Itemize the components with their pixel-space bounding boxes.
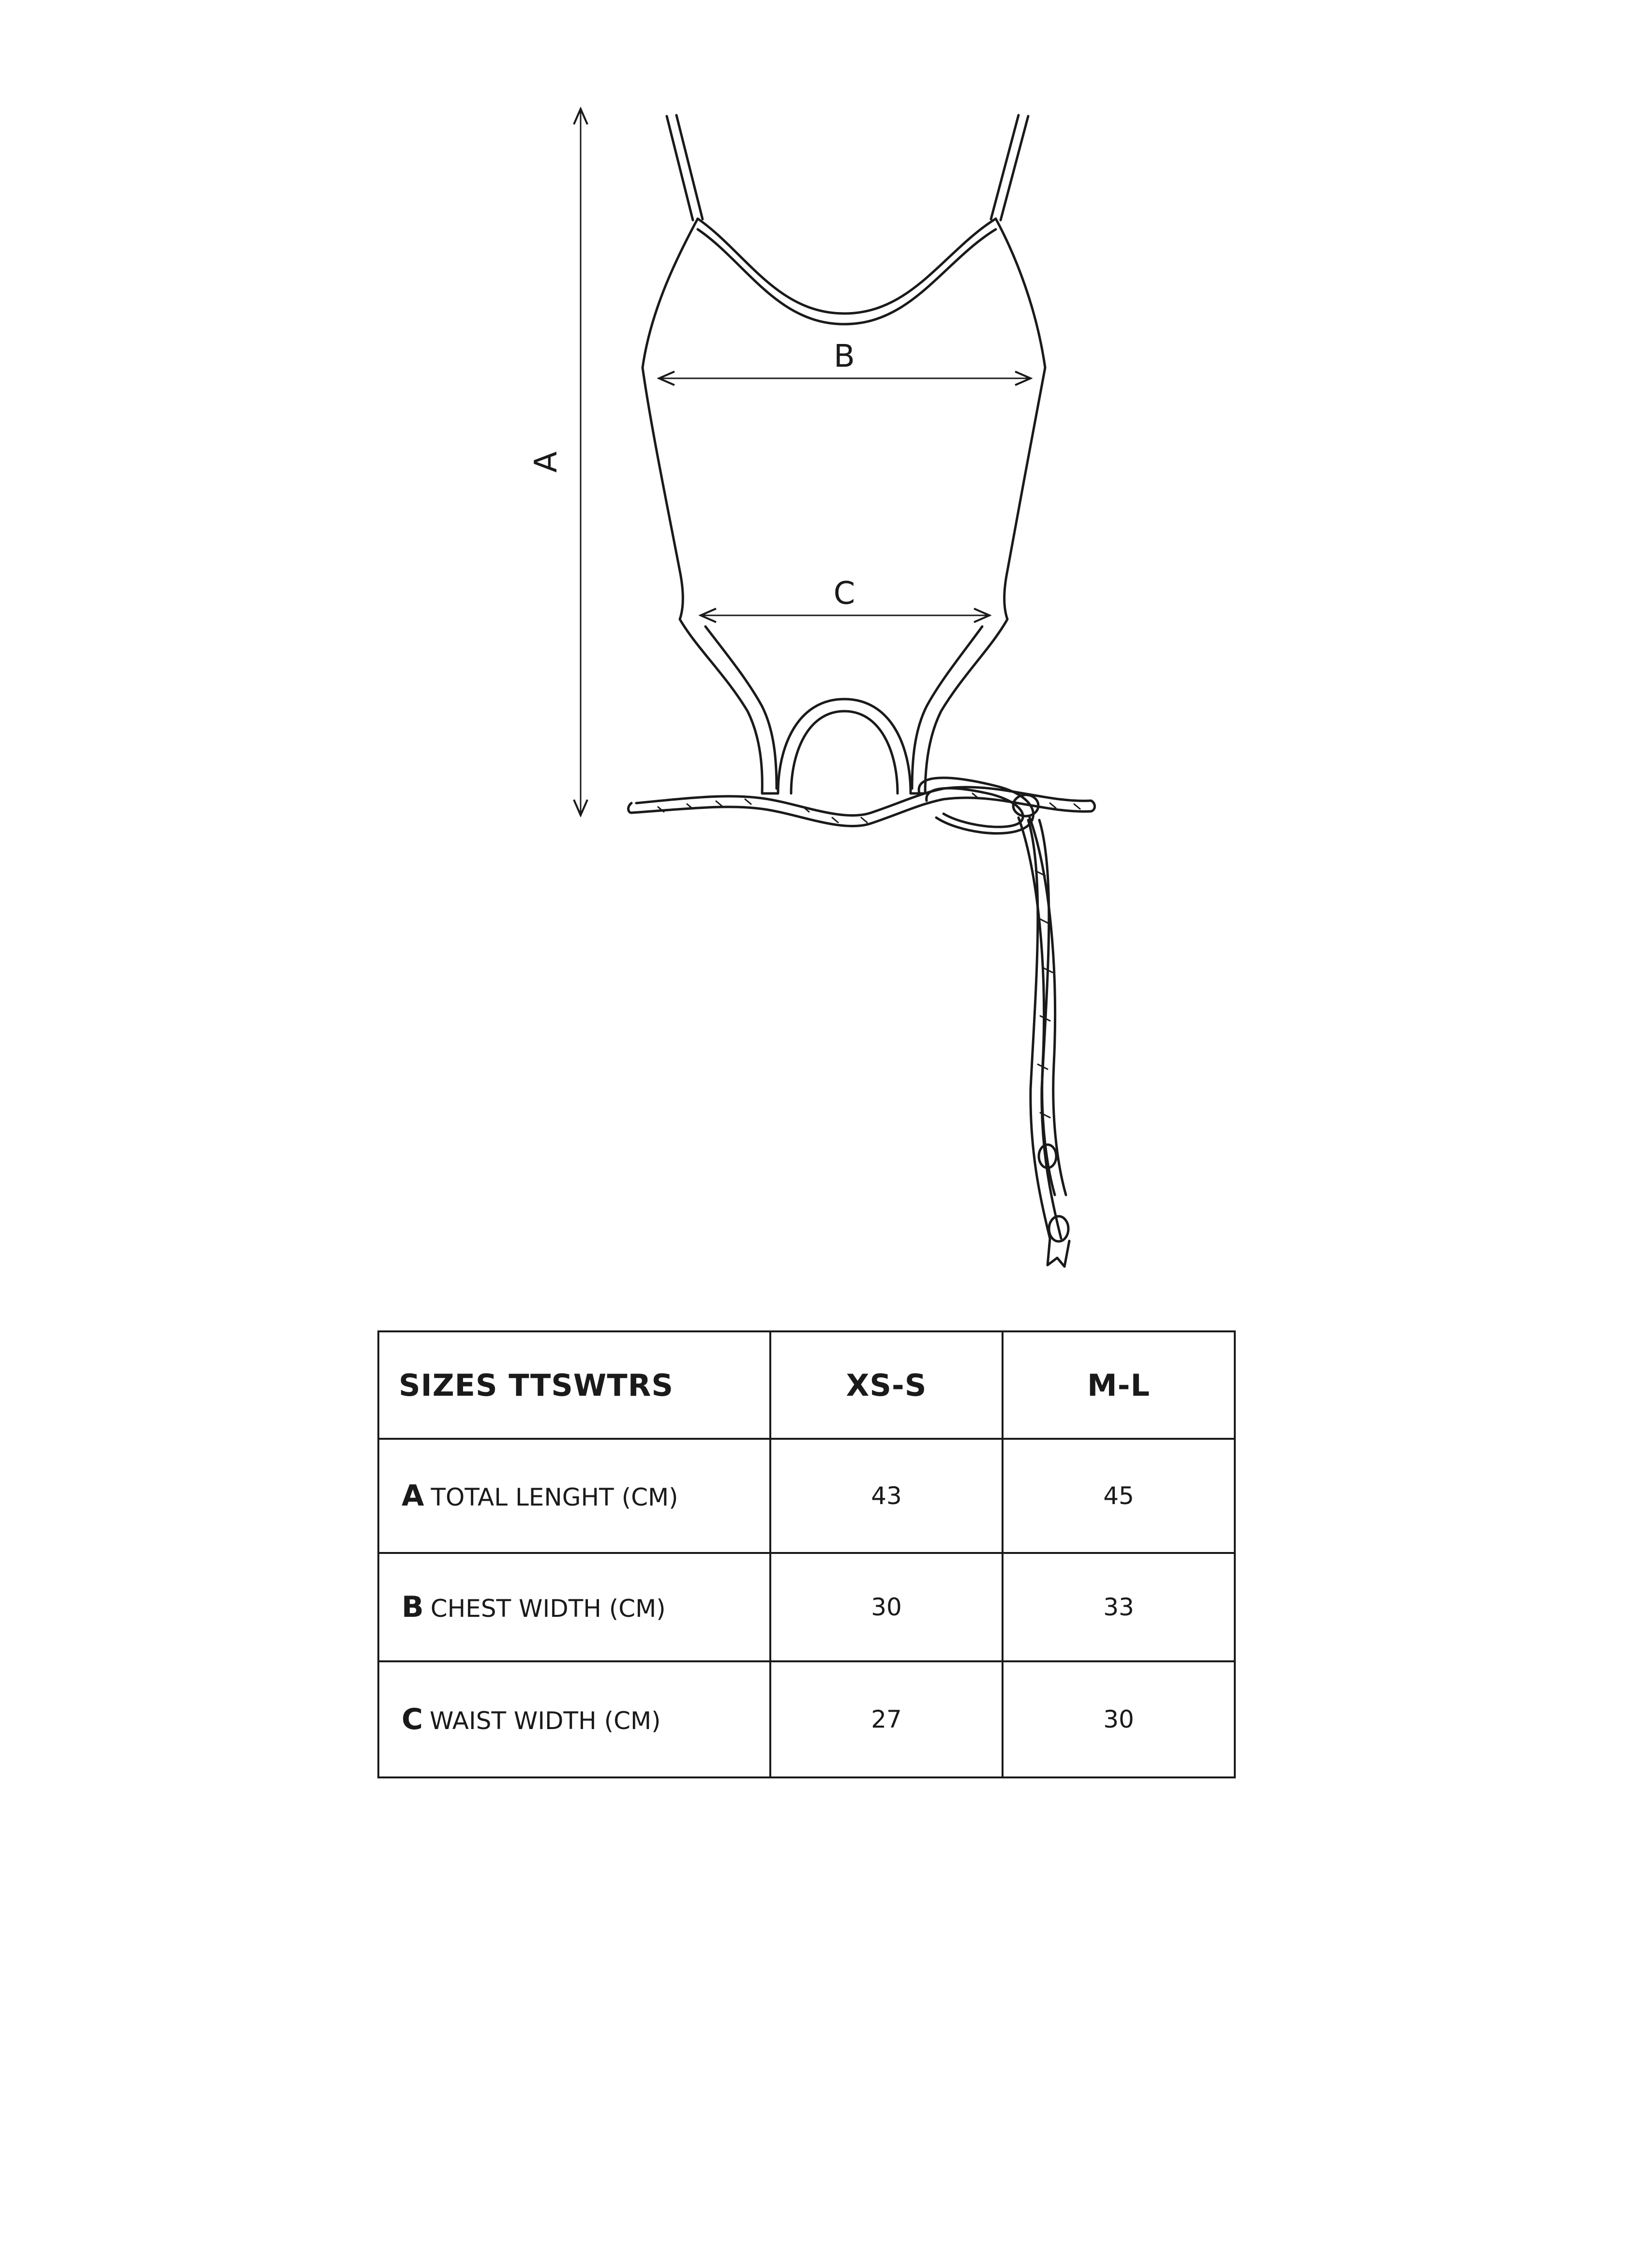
center-arch-inner [791,711,898,793]
table-header-row [378,1331,1235,1439]
bodice-outline [643,219,1045,793]
measurement-name: CHEST WIDTH (CM) [430,1595,666,1623]
value-cell: 30 [770,1553,1003,1661]
measurement-name: TOTAL LENGHT (CM) [431,1483,678,1511]
measure-b-label: B [834,339,855,374]
neckline [698,219,996,324]
value-cell: 30 [1003,1661,1235,1777]
value-cell: 45 [1003,1439,1235,1553]
measure-a-label: A [528,451,564,473]
value-cell: 27 [770,1661,1003,1777]
size-header-m-l: M-L [1003,1331,1235,1439]
table-title: SIZES TTSWTRS [378,1331,770,1439]
measurement-name: WAIST WIDTH (CM) [430,1707,661,1735]
bodice-binding-inner-right [912,627,982,789]
left-strap [667,115,703,220]
rope-texture [658,793,1080,1118]
table-row [378,1661,1235,1777]
size-chart-table [377,1330,1236,1778]
value-cell: 33 [1003,1553,1235,1661]
measurement-letter: C [402,1702,423,1736]
measure-c-label: C [833,576,855,612]
value-cell: 43 [770,1439,1003,1553]
table-row [378,1439,1235,1553]
measurement-letter: B [402,1590,424,1624]
right-strap [991,115,1028,220]
measurement-letter: A [402,1479,424,1513]
table-row [378,1553,1235,1661]
waist-tie [629,778,1095,1267]
size-header-xs-s: XS-S [770,1331,1003,1439]
bodice-binding-inner [705,627,777,789]
measurement-label-b [378,1553,770,1661]
measurement-label-c [378,1661,770,1777]
measurement-label-a [378,1439,770,1553]
